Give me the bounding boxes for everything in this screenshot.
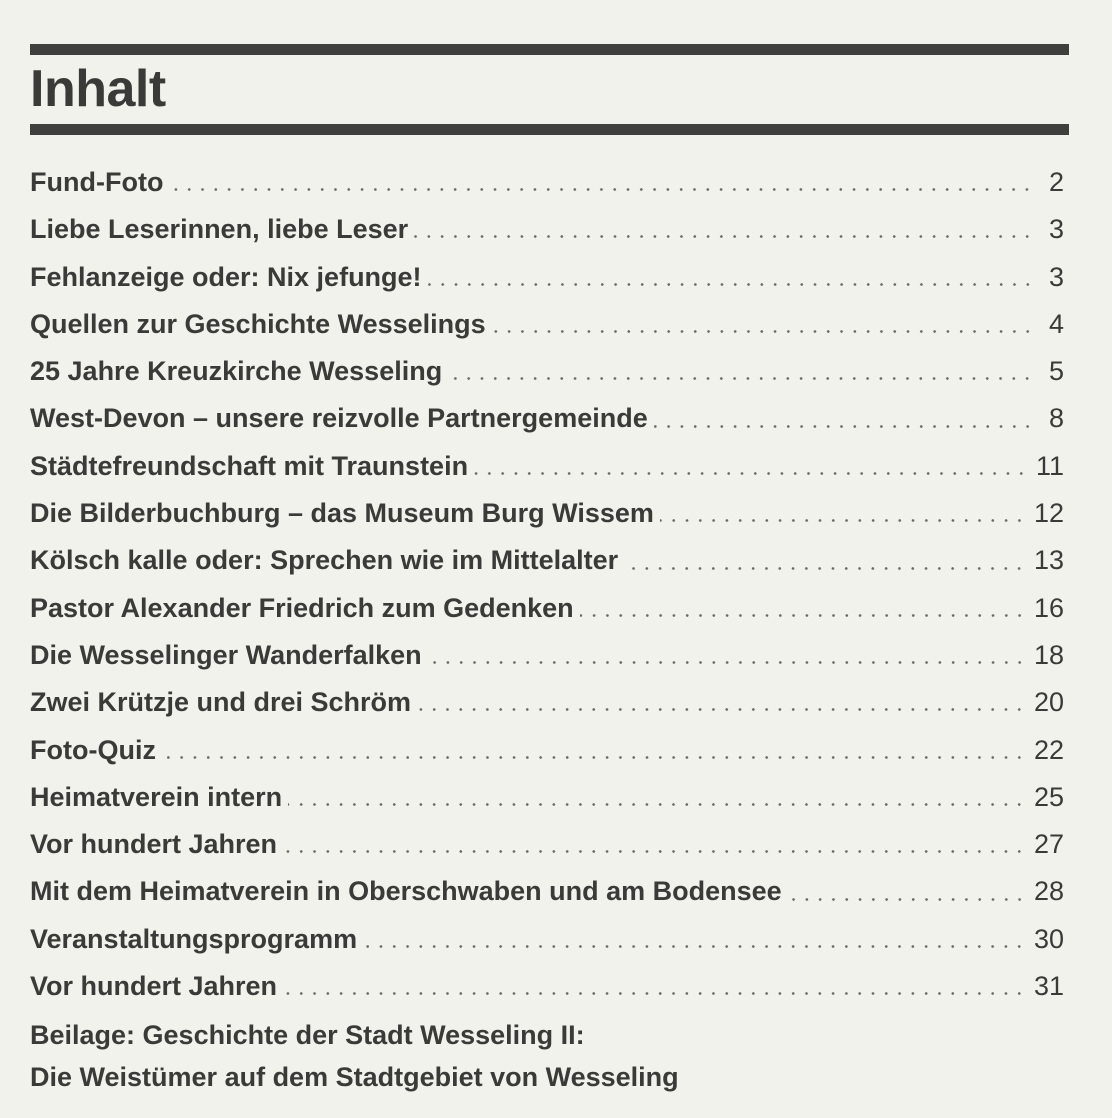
toc-entry-title: Fehlanzeige oder: Nix jefunge! [30, 261, 422, 292]
header-rule-bottom [30, 124, 1069, 135]
toc-entry [30, 537, 1064, 584]
toc-entry [30, 727, 1064, 774]
table-of-contents [30, 159, 1064, 1010]
toc-entry-page-number: 3 [1048, 261, 1064, 292]
toc-entry-page-number: 27 [1033, 829, 1064, 860]
toc-entry-page-number: 16 [1033, 592, 1064, 623]
dot-leader [788, 898, 1026, 901]
toc-entry-page-number: 20 [1033, 687, 1064, 718]
toc-entry-title: Die Wesselinger Wanderfalken [30, 639, 422, 670]
toc-entry-title: Foto-Quiz [30, 734, 156, 765]
toc-entry [30, 301, 1064, 348]
dot-leader [414, 235, 1034, 238]
dot-leader [417, 708, 1026, 711]
toc-entry-title: 25 Jahre Kreuzkirche Wesseling [30, 356, 443, 387]
dot-leader [283, 850, 1026, 853]
dot-leader [428, 283, 1034, 286]
toc-entry-title: Vor hundert Jahren [30, 971, 278, 1002]
toc-entry-title: West-Devon – unsere reizvolle Partnergemeinde [30, 403, 648, 434]
toc-entry-title: Vor hundert Jahren [30, 829, 278, 860]
toc-entry-page-number: 25 [1033, 781, 1064, 812]
toc-entry [30, 916, 1064, 963]
toc-entry-page-number: 12 [1033, 498, 1064, 529]
toc-entry-title: Zwei Krützje und drei Schröm [30, 687, 412, 718]
dot-leader [283, 992, 1026, 995]
toc-entry-title: Die Bilderbuchburg – das Museum Burg Wissem [30, 498, 654, 529]
toc-entry [30, 254, 1064, 301]
toc-entry-title: Mit dem Heimatverein in Oberschwaben und am Bodensee [30, 876, 782, 907]
dot-leader [169, 188, 1034, 191]
toc-entry [30, 821, 1064, 868]
toc-entry-title: Pastor Alexander Friedrich zum Gedenken [30, 592, 574, 623]
toc-entry-page-number: 31 [1033, 971, 1064, 1002]
toc-entry [30, 963, 1064, 1010]
toc-entry [30, 868, 1064, 915]
dot-leader [474, 472, 1028, 475]
toc-entry-title: Veranstaltungsprogramm [30, 923, 358, 954]
toc-entry-page-number: 8 [1048, 403, 1064, 434]
toc-entry-page-number: 2 [1048, 167, 1064, 197]
dot-leader [492, 330, 1034, 333]
toc-entry-title: Heimatverein intern [30, 781, 283, 812]
toc-entry-title: Quellen zur Geschichte Wesselings [30, 308, 486, 339]
supplement-line-2: Die Weistümer auf dem Stadtgebiet von Wesseling [30, 1062, 679, 1092]
toc-entry [30, 490, 1064, 537]
toc-entry [30, 632, 1064, 679]
toc-entry [30, 774, 1064, 821]
toc-entry-page-number: 13 [1033, 545, 1064, 576]
toc-entry [30, 679, 1064, 726]
toc-entry-title: Liebe Leserinnen, liebe Leser [30, 214, 409, 245]
toc-entry-page-number: 11 [1035, 450, 1064, 481]
supplement-line-1: Beilage: Geschichte der Stadt Wesseling II: [30, 1020, 585, 1050]
toc-entry-title: Kölsch kalle oder: Sprechen wie im Mittelalter [30, 545, 619, 576]
toc-entry [30, 585, 1064, 632]
page-title: Inhalt [30, 60, 166, 118]
toc-entry-page-number: 3 [1048, 214, 1064, 245]
dot-leader [654, 425, 1034, 428]
toc-entry-title: Städtefreundschaft mit Traunstein [30, 450, 469, 481]
toc-entry-page-number: 30 [1033, 923, 1064, 954]
supplement-note [30, 1014, 679, 1098]
header-rule-top [30, 44, 1069, 55]
dot-leader [288, 803, 1026, 806]
dot-leader [660, 519, 1026, 522]
dot-leader [162, 756, 1026, 759]
toc-entry-title: Fund-Foto [30, 167, 164, 197]
dot-leader [428, 661, 1026, 664]
toc-entry [30, 395, 1064, 442]
toc-entry [30, 348, 1064, 395]
toc-entry-page-number: 4 [1048, 308, 1064, 339]
toc-entry [30, 159, 1064, 206]
toc-entry [30, 206, 1064, 253]
dot-leader [448, 377, 1034, 380]
toc-entry-page-number: 22 [1033, 734, 1064, 765]
dot-leader [624, 567, 1026, 570]
toc-entry-page-number: 5 [1048, 356, 1064, 387]
toc-entry-page-number: 18 [1033, 639, 1064, 670]
dot-leader [363, 945, 1026, 948]
toc-entry [30, 443, 1064, 490]
toc-entry-page-number: 28 [1033, 876, 1064, 907]
dot-leader [580, 614, 1026, 617]
